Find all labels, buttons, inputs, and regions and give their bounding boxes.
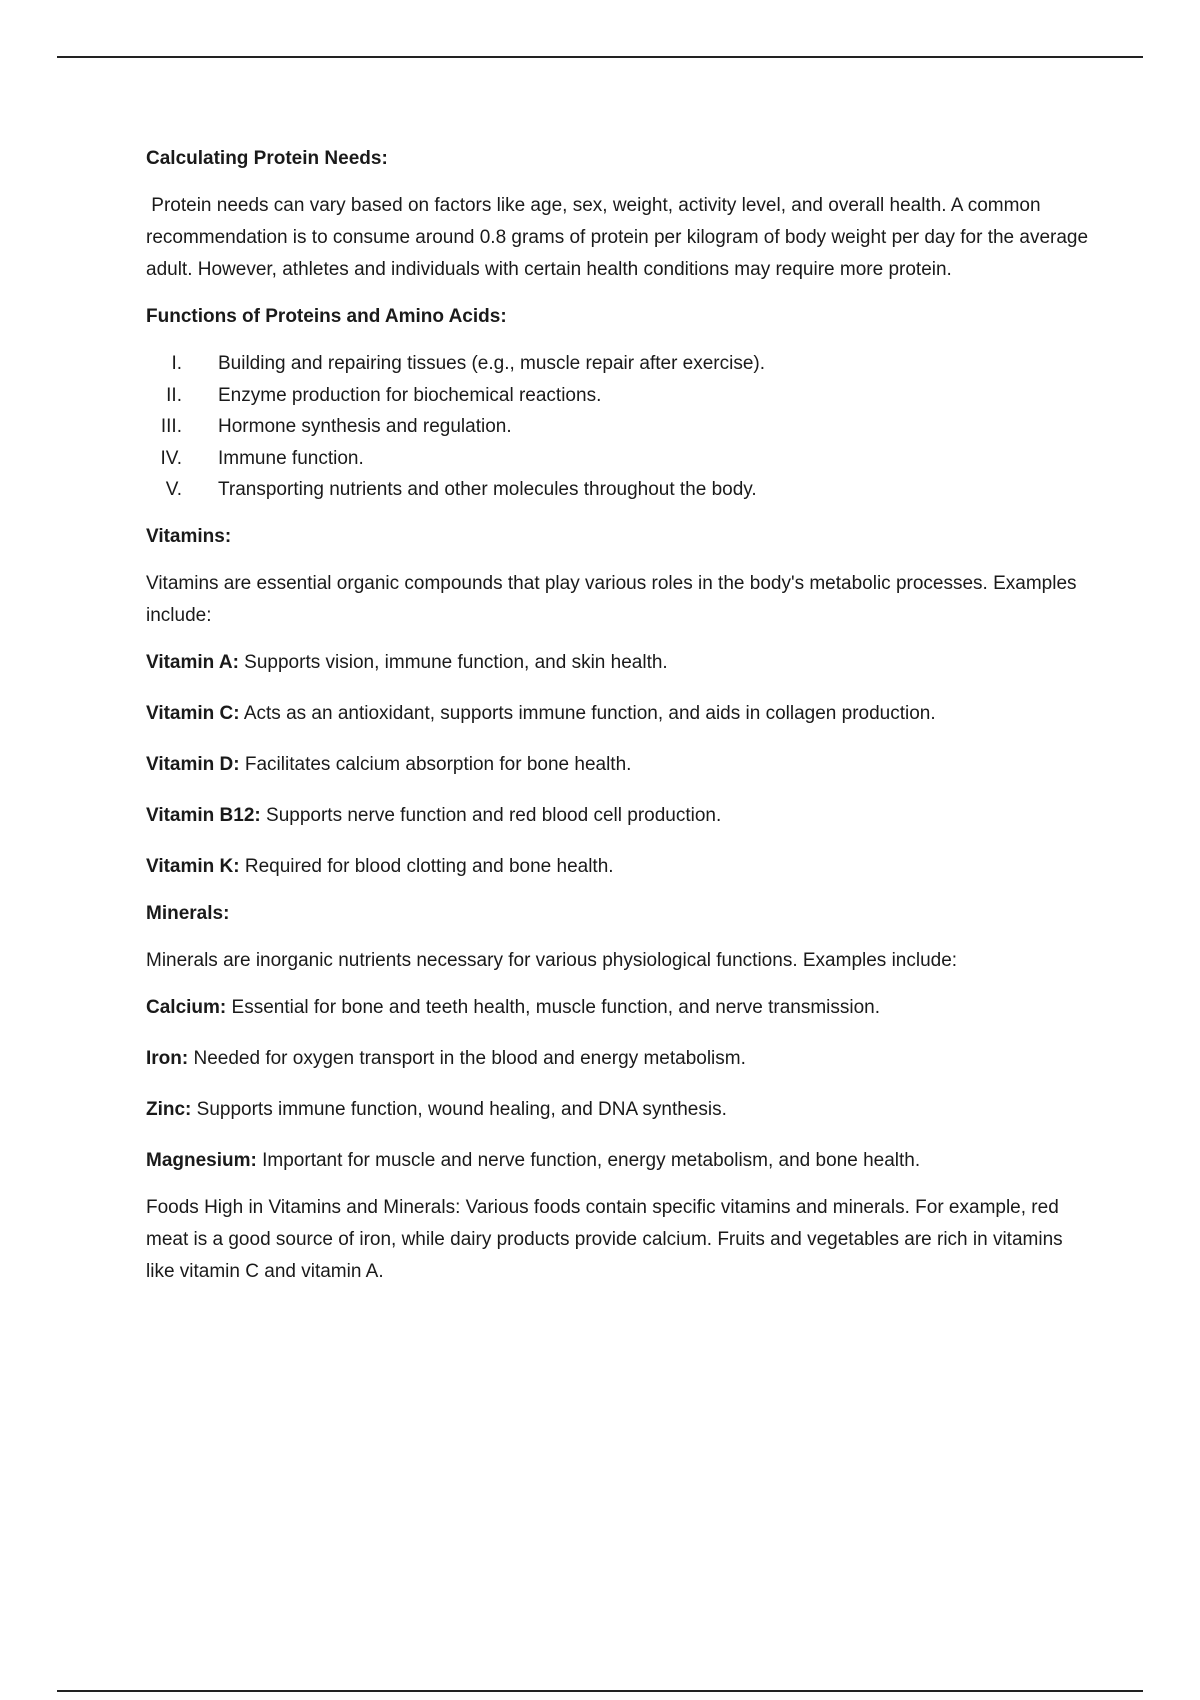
vitamin-entry (146, 647, 1096, 679)
list-item-number: I. (171, 353, 182, 374)
vitamin-entry (146, 800, 1096, 832)
entry-description: Important for muscle and nerve function, energy metabolism, and bone health. (256, 1149, 921, 1171)
list-item-number: IV. (160, 447, 182, 469)
mineral-entry (146, 1094, 1096, 1126)
list-item-text: Building and repairing tissues (e.g., muscle repair after exercise). (218, 353, 766, 374)
protein-needs-paragraph (146, 190, 1096, 286)
entry-term: Magnesium: (146, 1149, 257, 1171)
entry-term: Calcium: (146, 996, 227, 1018)
list-item (146, 474, 1096, 506)
foods-paragraph: Foods High in Vitamins and Minerals: Various foods contain specific vitamins and minerals. For example, red meat is a good source of iron, while dairy products provide calcium. Fruits and vegetables are rich in vitamins like vitamin C and vitamin A. (146, 1196, 1063, 1282)
vitamin-entry (146, 851, 1096, 883)
entry-term: Iron: (146, 1047, 189, 1069)
entry-description: Supports nerve function and red blood cell production. (260, 804, 722, 826)
list-item-text: Enzyme production for biochemical reactions. (218, 384, 602, 406)
protein-needs-text: Protein needs can vary based on factors like age, sex, weight, activity level, and overall health. A common recommendation is to consume around 0.8 grams of protein per kilogram of body weight per day for the average adult. However, athletes and individuals with certain health conditions may require more protein. (146, 195, 1089, 280)
list-item-number: III. (160, 416, 182, 437)
list-item-number: V. (165, 479, 182, 500)
functions-list (146, 348, 1096, 506)
list-item-text: Transporting nutrients and other molecules throughout the body. (218, 479, 757, 500)
list-item (146, 380, 1096, 412)
entry-description: Required for blood clotting and bone health. (239, 855, 614, 877)
entry-term: Vitamin A: (146, 651, 239, 673)
document-body (146, 143, 1096, 1303)
protein-needs-heading: Calculating Protein Needs: (146, 148, 388, 169)
vitamins-intro: Vitamins are essential organic compounds that play various roles in the body's metabolic processes. Examples include: (146, 572, 1077, 626)
entry-term: Vitamin B12: (146, 804, 261, 826)
list-item (146, 411, 1096, 443)
vitamin-entry (146, 698, 1096, 730)
entry-description: Essential for bone and teeth health, muscle function, and nerve transmission. (226, 996, 881, 1018)
mineral-entry (146, 1145, 1096, 1177)
minerals-heading: Minerals: (146, 902, 230, 924)
entry-description: Facilitates calcium absorption for bone health. (239, 753, 632, 775)
entry-term: Vitamin K: (146, 855, 240, 877)
entry-term: Vitamin C: (146, 702, 240, 724)
entry-term: Zinc: (146, 1098, 192, 1120)
list-item-text: Immune function. (218, 447, 364, 469)
entry-term: Vitamin D: (146, 753, 240, 775)
entry-description: Acts as an antioxidant, supports immune function, and aids in collagen production. (239, 702, 936, 724)
list-item (146, 443, 1096, 475)
list-item (146, 348, 1096, 380)
entry-description: Supports vision, immune function, and skin health. (238, 651, 668, 673)
mineral-entry (146, 1043, 1096, 1075)
vitamin-entry (146, 749, 1096, 781)
functions-heading: Functions of Proteins and Amino Acids: (146, 306, 507, 327)
vitamins-heading: Vitamins: (146, 525, 232, 547)
minerals-intro: Minerals are inorganic nutrients necessary for various physiological functions. Examples include: (146, 949, 958, 971)
list-item-text: Hormone synthesis and regulation. (218, 416, 512, 437)
entry-description: Supports immune function, wound healing, and DNA synthesis. (191, 1098, 727, 1120)
entry-description: Needed for oxygen transport in the blood and energy metabolism. (188, 1047, 746, 1069)
mineral-entry (146, 992, 1096, 1024)
list-item-number: II. (166, 384, 182, 406)
header-rule (57, 56, 1143, 58)
footer-rule (57, 1690, 1143, 1692)
